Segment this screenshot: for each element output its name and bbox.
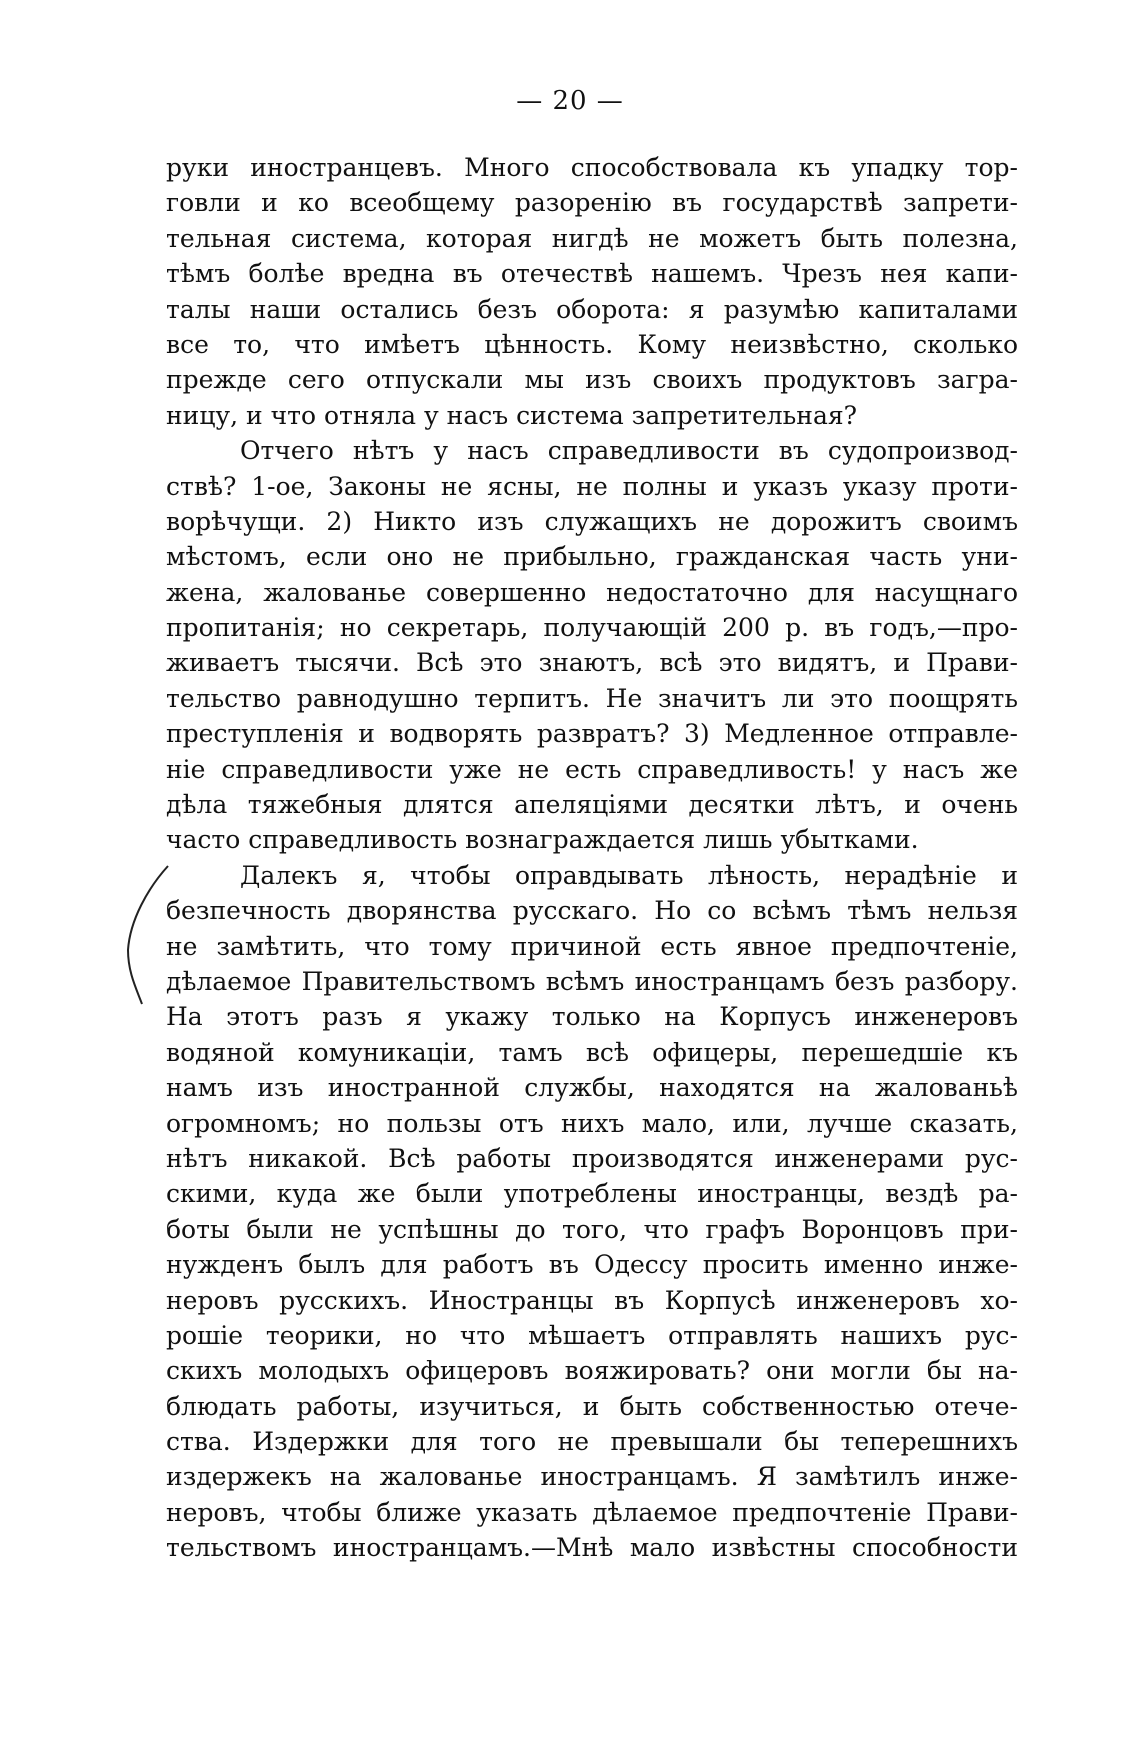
text-line: безпечность дворянства русскаго. Но со всѣмъ тѣмъ нельзя [166, 896, 1018, 926]
text-line: преступленія и водворять развратъ? 3) Медленное отправле- [166, 719, 1018, 749]
text-line: дѣлаемое Правительствомъ всѣмъ иностранцамъ безъ разбору. [166, 966, 1018, 996]
text-line: водяной комуникаціи, тамъ всѣ офицеры, перешедшіе къ [166, 1037, 1018, 1067]
text-line: тельство равнодушно терпитъ. Не значитъ ли это поощрять [166, 683, 1018, 713]
text-line: пропитанія; но секретарь, получающій 200 р. въ годъ,—про- [166, 613, 1018, 643]
text-line: боты были не успѣшны до того, что графъ Воронцовъ при- [166, 1214, 1018, 1244]
paragraph-1 [166, 150, 1018, 433]
text-line: жена, жалованье совершенно недостаточно для насущнаго [166, 577, 1018, 607]
text-line: прежде сего отпускали мы изъ своихъ продуктовъ загра- [166, 365, 1018, 395]
text-line: огромномъ; но пользы отъ нихъ мало, или, лучше сказать, [166, 1108, 1018, 1138]
paragraph-3 [166, 858, 1018, 1566]
text-line: тѣмъ болѣе вредна въ отечествѣ нашемъ. Чрезъ нея капи- [166, 259, 1018, 289]
text-line: блюдать работы, изучиться, и быть собственностью отече- [166, 1391, 1018, 1421]
text-line: ніе справедливости уже не есть справедливость! у насъ же [166, 754, 1018, 784]
text-line: часто справедливость вознаграждается лишь убытками. [166, 825, 919, 855]
text-line: Отчего нѣтъ у насъ справедливости въ судопроизвод- [240, 436, 1018, 466]
text-line: руки иностранцевъ. Много способствовала къ упадку тор- [166, 153, 1018, 182]
text-line: говли и ко всеобщему разоренію въ государствѣ запрети- [166, 188, 1018, 218]
text-line: ствѣ? 1-ое, Законы не ясны, не полны и указъ указу проти- [166, 471, 1018, 501]
text-line: не замѣтить, что тому причиной есть явное предпочтеніе, [166, 931, 1018, 961]
text-line: нужденъ былъ для работъ въ Одессу просить именно инже- [166, 1250, 1018, 1280]
text-line: неровъ, чтобы ближе указать дѣлаемое предпочтеніе Прави- [166, 1497, 1018, 1527]
handwritten-margin-bracket [122, 860, 170, 1010]
text-line: Далекъ я, чтобы оправдывать лѣность, нерадѣніе и [240, 860, 1018, 890]
text-line: неровъ русскихъ. Иностранцы въ Корпусѣ инженеровъ хо- [166, 1285, 1018, 1315]
text-line: ства. Издержки для того не превышали бы теперешнихъ [166, 1427, 1018, 1457]
text-line: издержекъ на жалованье иностранцамъ. Я замѣтилъ инже- [166, 1462, 1018, 1492]
text-line: На этотъ разъ я укажу только на Корпусъ инженеровъ [166, 1002, 1018, 1032]
text-line: талы наши остались безъ оборота: я разумѣю капиталами [166, 294, 1018, 324]
text-line: скихъ молодыхъ офицеровъ вояжировать? они могли бы на- [166, 1356, 1018, 1386]
text-line: тельствомъ иностранцамъ.—Мнѣ мало извѣстны способности [166, 1533, 1018, 1563]
text-line: намъ изъ иностранной службы, находятся на жалованьѣ [166, 1073, 1018, 1103]
text-line: живаетъ тысячи. Всѣ это знаютъ, всѣ это видятъ, и Прави- [166, 648, 1018, 678]
text-line: тельная система, которая нигдѣ не можетъ быть полезна, [166, 223, 1018, 253]
text-line: дѣла тяжебныя длятся апеляціями десятки лѣтъ, и очень [166, 790, 1018, 820]
text-line: все то, что имѣетъ цѣнность. Кому неизвѣстно, сколько [166, 329, 1018, 359]
body-text [166, 150, 1018, 1566]
text-line: мѣстомъ, если оно не прибыльно, гражданская часть уни- [166, 542, 1018, 572]
text-line: скими, куда же были употреблены иностранцы, вездѣ ра- [166, 1179, 1018, 1209]
page-number: — 20 — [516, 86, 624, 116]
text-line: ворѣчущи. 2) Никто изъ служащихъ не дорожитъ своимъ [166, 506, 1018, 536]
text-line: ницу, и что отняла у насъ система запретительная? [166, 400, 858, 430]
text-line: рошіе теорики, но что мѣшаетъ отправлять нашихъ рус- [166, 1320, 1018, 1350]
text-line: нѣтъ никакой. Всѣ работы производятся инженерами рус- [166, 1143, 1018, 1173]
paragraph-2 [166, 433, 1018, 858]
